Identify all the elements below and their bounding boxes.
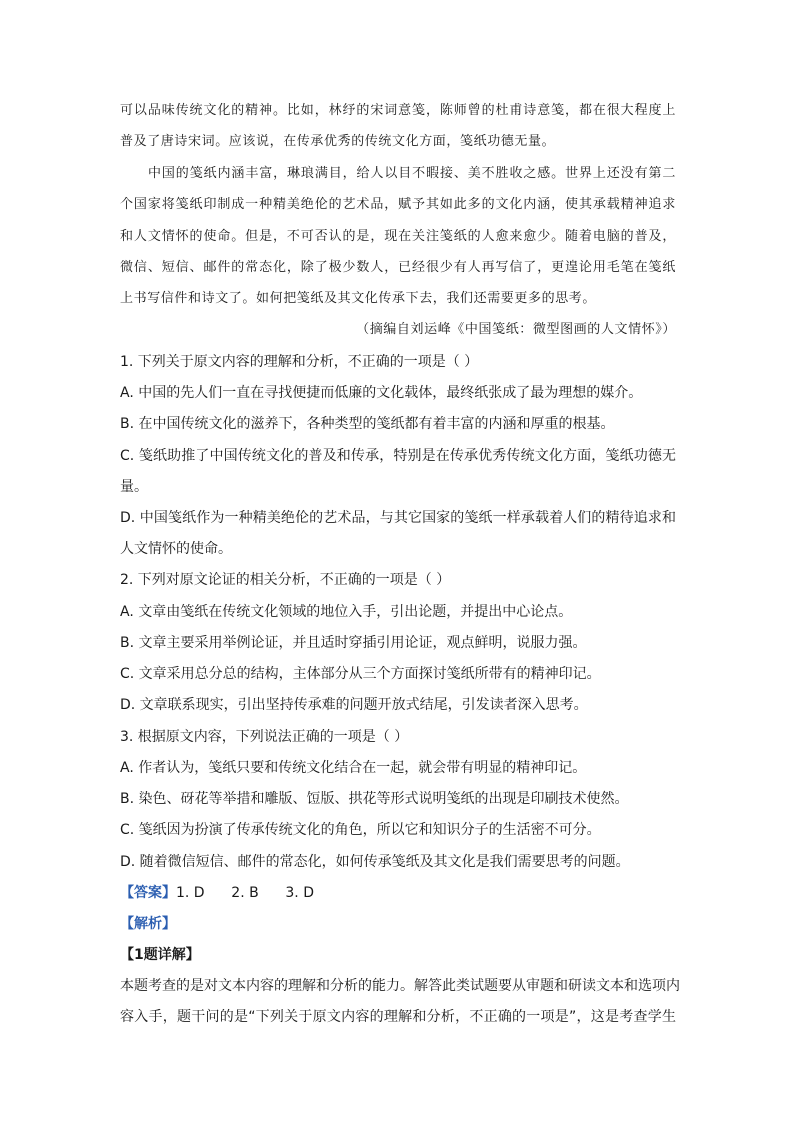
answer-values: 1. D 2. B 3. D — [176, 885, 314, 901]
detail-line: 本题考查的是对文本内容的理解和分析的能力。解答此类试题要从审题和研读文本和选项内 — [120, 978, 680, 994]
question-option: D. 中国笺纸作为一种精美绝伦的艺术品，与其它国家的笺纸一样承载着人们的精待追求和 — [120, 510, 676, 526]
passage-line: 和人文情怀的使命。但是，不可否认的是，现在关注笺纸的人愈来愈少。随着电脑的普及， — [120, 229, 676, 244]
question-option: C. 文章采用总分总的结构，主体部分从三个方面探讨笺纸所带有的精神印记。 — [120, 666, 601, 682]
passage-line: 微信、短信、邮件的常态化，除了极少数人，已经很少有人再写信了，更遑论用毛笔在笺纸 — [120, 260, 676, 275]
question-option: A. 作者认为，笺纸只要和传统文化结合在一起，就会带有明显的精神印记。 — [120, 760, 587, 776]
passage-source: （摘编自刘运峰《中国笺纸：微型图画的人文情怀》） — [356, 322, 676, 337]
question-option: C. 笺纸助推了中国传统文化的普及和传承，特别是在传承优秀传统文化方面，笺纸功德无 — [120, 448, 676, 464]
detail-line: 容入手，题干问的是“下列关于原文内容的理解和分析，不正确的一项是”，这是考查学生 — [120, 1009, 676, 1025]
question-stem: 2. 下列对原文论证的相关分析，不正确的一项是（ ） — [120, 572, 451, 588]
question-option: B. 在中国传统文化的滋养下，各种类型的笺纸都有着丰富的内涵和厚重的根基。 — [120, 416, 615, 432]
question-option: D. 文章联系现实，引出坚持传承难的问题开放式结尾，引发读者深入思考。 — [120, 697, 588, 713]
detail-label: 【1题详解】 — [120, 947, 200, 963]
question-option: B. 文章主要采用举例论证，并且适时穿插引用论证，观点鲜明，说服力强。 — [120, 635, 587, 651]
question-stem: 3. 根据原文内容，下列说法正确的一项是（ ） — [120, 729, 409, 745]
question-option: A. 中国的先人们一直在寻找便捷而低廉的文化载体，最终纸张成了最为理想的媒介。 — [120, 385, 643, 401]
passage-line: 上书写信件和诗文了。如何把笺纸及其文化传承下去，我们还需要更多的思考。 — [120, 291, 597, 306]
passage-line: 个国家将笺纸印制成一种精美绝伦的艺术品，赋予其如此多的文化内涵，使其承载精神追求 — [120, 197, 676, 212]
question-option: C. 笺纸因为扮演了传承传统文化的角色，所以它和知识分子的生活密不可分。 — [120, 822, 601, 838]
answer-label: 【答案】 — [120, 885, 176, 901]
question-stem: 1. 下列关于原文内容的理解和分析，不正确的一项是（ ） — [120, 354, 479, 370]
passage-line: 中国的笺纸内涵丰富，琳琅满目，给人以目不暇接、美不胜收之感。世界上还没有第二 — [148, 166, 676, 181]
question-option-continued: 人文情怀的使命。 — [120, 541, 232, 557]
question-option: A. 文章由笺纸在传统文化领域的地位入手，引出论题，并提出中心论点。 — [120, 604, 573, 620]
analysis-label: 【解析】 — [120, 916, 176, 932]
question-option: D. 随着微信短信、邮件的常态化，如何传承笺纸及其文化是我们需要思考的问题。 — [120, 854, 630, 870]
passage-line: 可以品味传统文化的精神。比如，林纾的宋词意笺，陈师曾的杜甫诗意笺，都在很大程度上 — [120, 103, 676, 118]
answer-row — [120, 883, 676, 903]
passage-line: 普及了唐诗宋词。应该说，在传承优秀的传统文化方面，笺纸功德无量。 — [120, 134, 556, 149]
question-option-continued: 量。 — [120, 479, 148, 495]
question-option: B. 染色、砑花等举措和雕版、饾版、拱花等形式说明笺纸的出现是印刷技术使然。 — [120, 791, 629, 807]
